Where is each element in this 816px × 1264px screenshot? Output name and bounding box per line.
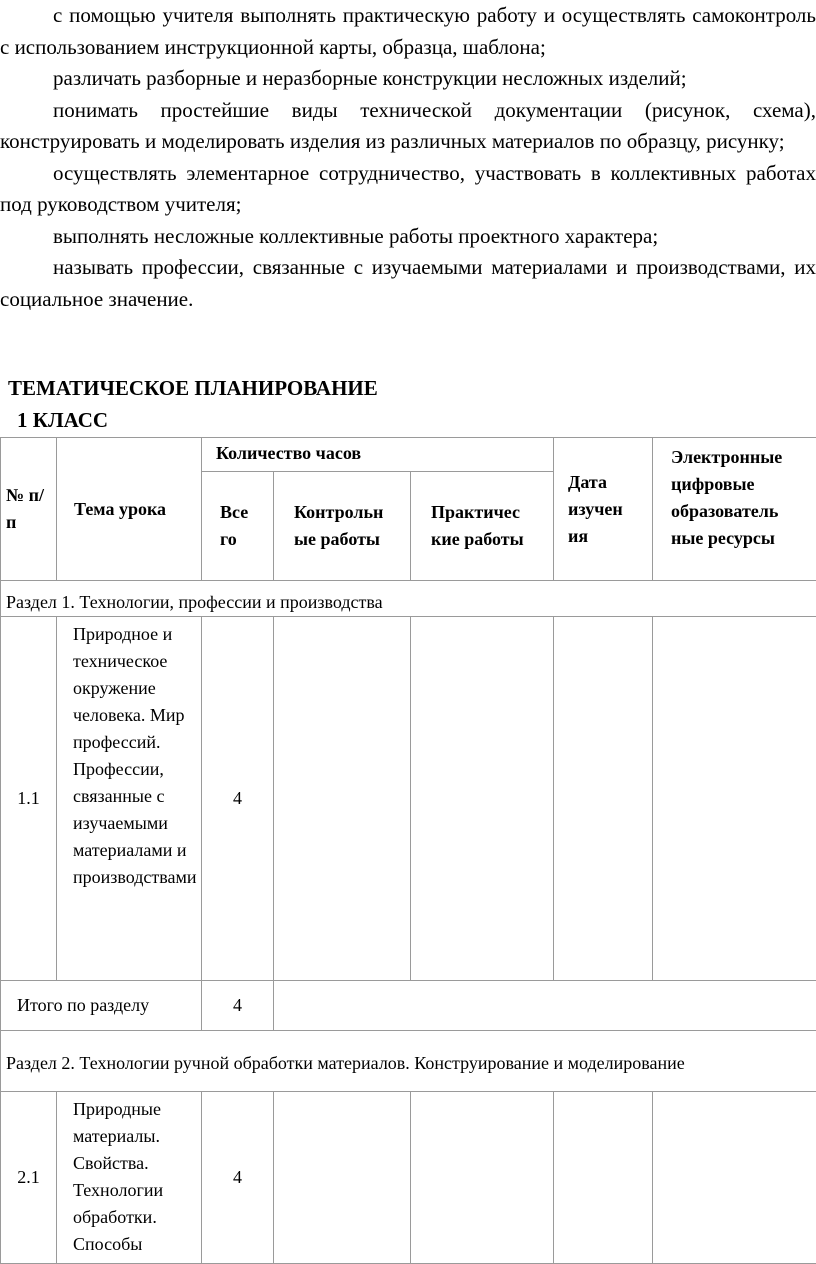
paragraph: различать разборные и неразборные конструкции несложных изделий;: [0, 63, 816, 95]
table-row: [1, 1092, 816, 1264]
intro-text: [0, 0, 816, 315]
paragraph: называть профессии, связанные с изучаемыми материалами и производствами, их социальное значение.: [0, 252, 816, 315]
row-topic: Природные материалы. Свойства. Технологии обработки. Способы: [57, 1092, 202, 1264]
header-control: Контрольн ые работы: [274, 472, 411, 581]
header-topic: Тема урока: [57, 438, 202, 581]
subtotal-row: [1, 981, 816, 1031]
row-practical: [411, 1092, 554, 1264]
table-row: [1, 617, 816, 981]
grade-heading: 1 КЛАСС: [17, 408, 108, 433]
paragraph: выполнять несложные коллективные работы проектного характера;: [0, 221, 816, 253]
row-resources: [653, 1092, 816, 1264]
header-num: № п/п: [1, 438, 57, 581]
row-topic: Природное и техническое окружение человека. Мир профессий. Профессии, связанные с изучаемыми материалами и производствами: [57, 617, 202, 981]
row-practical: [411, 617, 554, 981]
row-date: [554, 617, 653, 981]
subtotal-label: Итого по разделу: [1, 981, 202, 1031]
header-resources: Электронные цифровые образователь ные ресурсы: [653, 438, 816, 581]
section-heading: ТЕМАТИЧЕСКОЕ ПЛАНИРОВАНИЕ: [8, 376, 378, 401]
row-control: [274, 617, 411, 981]
header-date: Дата изучен ия: [554, 438, 653, 581]
header-total: Все го: [202, 472, 274, 581]
thematic-plan-table: [0, 437, 816, 1264]
row-num: 1.1: [1, 617, 57, 981]
row-total-hours: 4: [202, 1092, 274, 1264]
row-resources: [653, 617, 816, 981]
section-row: [1, 581, 816, 617]
row-control: [274, 1092, 411, 1264]
paragraph: понимать простейшие виды технической документации (рисунок, схема), конструировать и моделировать изделия из различных материалов по образцу, рисунку;: [0, 95, 816, 158]
subtotal-empty: [274, 981, 816, 1031]
section-row: [1, 1031, 816, 1092]
row-date: [554, 1092, 653, 1264]
section-title: Раздел 2. Технологии ручной обработки материалов. Конструирование и моделирование: [1, 1031, 816, 1092]
row-num: 2.1: [1, 1092, 57, 1264]
row-total-hours: 4: [202, 617, 274, 981]
section-title: Раздел 1. Технологии, профессии и производства: [1, 581, 816, 617]
header-practical: Практичес кие работы: [411, 472, 554, 581]
paragraph: осуществлять элементарное сотрудничество, участвовать в коллективных работах под руководством учителя;: [0, 158, 816, 221]
header-hours: Количество часов: [202, 438, 554, 472]
subtotal-value: 4: [202, 981, 274, 1031]
paragraph: с помощью учителя выполнять практическую работу и осуществлять самоконтроль с использованием инструкционной карты, образца, шаблона;: [0, 0, 816, 63]
header-row: [1, 438, 816, 472]
